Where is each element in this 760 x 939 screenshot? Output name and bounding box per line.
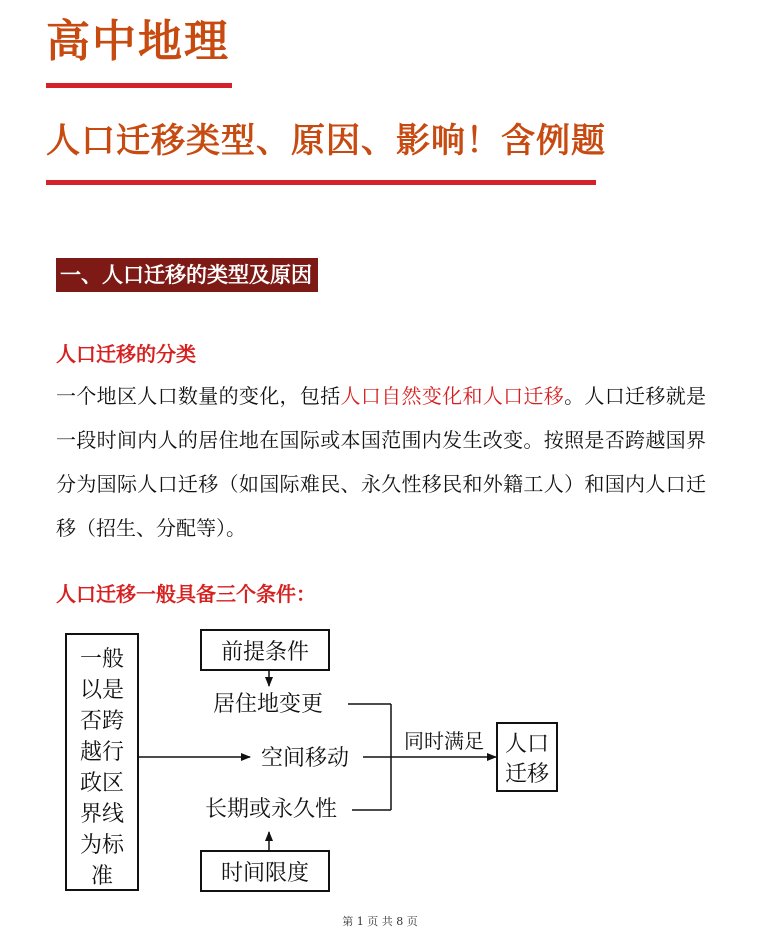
classification-heading: 人口迁移的分类: [56, 342, 196, 366]
paragraph-highlight: 人口自然变化和人口迁移: [340, 384, 565, 408]
article-title: 人口迁移类型、原因、影响！含例题: [46, 121, 606, 161]
criteria-line: 以是: [79, 678, 125, 703]
page-brand-title: 高中地理: [46, 16, 230, 67]
section-heading: 一、人口迁移的类型及原因: [56, 258, 318, 292]
time-limit-label: 时间限度: [220, 861, 310, 886]
result-line: 人口: [504, 732, 550, 757]
criteria-line: 界线: [79, 802, 125, 827]
page-footer: 第 1 页 共 8 页: [342, 915, 418, 928]
criteria-line: 否跨: [79, 709, 125, 734]
long-term-label: 长期或永久性: [204, 797, 338, 822]
premise-label: 前提条件: [220, 640, 310, 665]
classification-paragraph: [56, 374, 706, 550]
brand-underline: [46, 83, 232, 88]
result-line: 迁移: [504, 762, 550, 787]
criteria-line: 政区: [79, 771, 125, 796]
migration-conditions-diagram: [0, 620, 760, 905]
simultaneous-label: 同时满足: [404, 729, 484, 753]
title-underline: [46, 180, 596, 185]
conditions-heading: 人口迁移一般具备三个条件：: [56, 582, 316, 606]
criteria-line: 准: [90, 864, 114, 889]
criteria-line: 一般: [79, 647, 125, 672]
spatial-move-label: 空间移动: [260, 746, 350, 771]
paragraph-text-end: 。人口迁移就是一段时间内人的居住地在国际或本国范围内发生改变。按照是否跨越国界分为国际人口迁移（如国际难民、永久性移民和外籍工人）和国内人口迁移（招生、分配等）。: [56, 384, 707, 540]
criteria-line: 越行: [79, 740, 125, 765]
criteria-line: 为标: [79, 833, 125, 858]
residence-change-label: 居住地变更: [212, 692, 324, 717]
paragraph-text-start: 一个地区人口数量的变化，包括: [56, 384, 341, 408]
